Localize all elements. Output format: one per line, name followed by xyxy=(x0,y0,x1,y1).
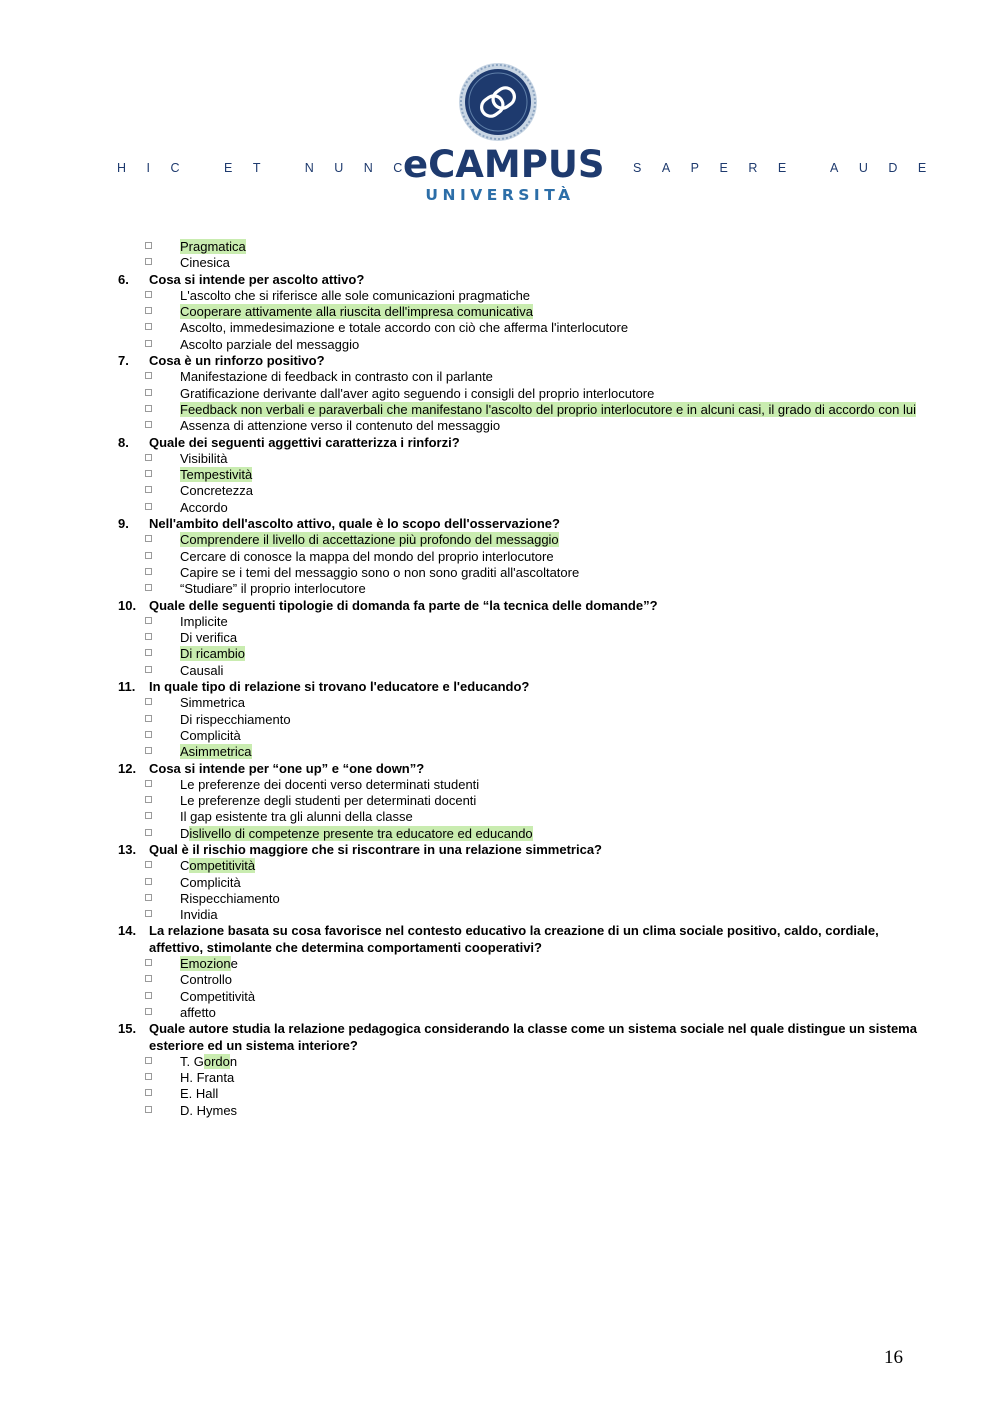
option-text: Manifestazione di feedback in contrasto con il parlante xyxy=(180,369,493,385)
checkbox-bullet-icon xyxy=(145,405,152,412)
option-text: Visibilità xyxy=(180,450,228,466)
motto-left: HIC ET NUNC xyxy=(117,161,423,175)
checkbox-bullet-icon xyxy=(145,959,152,966)
question-heading xyxy=(118,761,918,777)
question-text: Nell'ambito dell'ascolto attivo, quale è lo scopo dell'osservazione? xyxy=(149,516,560,532)
question-number: 13. xyxy=(118,841,137,857)
question-number: 9. xyxy=(118,516,129,532)
answer-option xyxy=(118,1005,918,1021)
answer-option xyxy=(118,386,918,402)
answer-option xyxy=(118,956,918,972)
option-text: D xyxy=(180,825,190,841)
checkbox-bullet-icon xyxy=(145,503,152,510)
answer-option xyxy=(118,483,918,499)
question-number: 7. xyxy=(118,353,129,369)
highlighted-answer-text: Tempestività xyxy=(180,467,253,483)
highlighted-answer-text: Comprendere il livello di accettazione più profondo del messaggio xyxy=(180,532,559,548)
highlighted-answer-text: ompetitività xyxy=(189,858,256,874)
answer-option xyxy=(118,451,918,467)
question-heading xyxy=(118,923,918,956)
answer-option xyxy=(118,320,918,336)
option-text: D. Hymes xyxy=(180,1102,238,1118)
quiz-content xyxy=(118,239,918,1119)
answer-option xyxy=(118,858,918,874)
option-text: Competitività xyxy=(180,988,256,1004)
answer-option xyxy=(118,304,918,320)
checkbox-bullet-icon xyxy=(145,470,152,477)
checkbox-bullet-icon xyxy=(145,617,152,624)
checkbox-bullet-icon xyxy=(145,878,152,885)
option-text: e xyxy=(230,956,238,972)
checkbox-bullet-icon xyxy=(145,291,152,298)
answer-option xyxy=(118,549,918,565)
answer-option xyxy=(118,288,918,304)
checkbox-bullet-icon xyxy=(145,307,152,314)
option-text: Simmetrica xyxy=(180,695,246,711)
checkbox-bullet-icon xyxy=(145,323,152,330)
checkbox-bullet-icon xyxy=(145,340,152,347)
checkbox-bullet-icon xyxy=(145,747,152,754)
page-header xyxy=(0,0,1000,220)
answer-option xyxy=(118,337,918,353)
option-text: Controllo xyxy=(180,972,233,988)
answer-option xyxy=(118,402,918,418)
option-text: Gratificazione derivante dall'aver agito seguendo i consigli del proprio interlocutore xyxy=(180,385,655,401)
checkbox-bullet-icon xyxy=(145,992,152,999)
checkbox-bullet-icon xyxy=(145,796,152,803)
checkbox-bullet-icon xyxy=(145,666,152,673)
question-heading xyxy=(118,598,918,614)
option-text: Le preferenze dei docenti verso determinati studenti xyxy=(180,776,480,792)
question-number: 14. xyxy=(118,923,137,939)
question-text: Quale autore studia la relazione pedagogica considerando la classe come un sistema sociale nel quale distingue un sistema esteriore ed un sistema interiore? xyxy=(149,1021,917,1053)
answer-option xyxy=(118,809,918,825)
checkbox-bullet-icon xyxy=(145,894,152,901)
question-text: Cosa si intende per ascolto attivo? xyxy=(149,271,365,287)
option-text: Implicite xyxy=(180,613,228,629)
option-text: Cercare di conosce la mappa del mondo del proprio interlocutore xyxy=(180,548,554,564)
option-text: Complicità xyxy=(180,727,241,743)
checkbox-bullet-icon xyxy=(145,552,152,559)
question-heading xyxy=(118,353,918,369)
question-heading xyxy=(118,1021,918,1054)
option-text: Complicità xyxy=(180,874,241,890)
answer-option xyxy=(118,565,918,581)
option-text: E. Hall xyxy=(180,1086,219,1102)
option-text: Accordo xyxy=(180,499,228,515)
answer-option xyxy=(118,663,918,679)
checkbox-bullet-icon xyxy=(145,1008,152,1015)
option-text: T. G xyxy=(180,1053,204,1069)
question-text: Cosa è un rinforzo positivo? xyxy=(149,353,325,369)
checkbox-bullet-icon xyxy=(145,242,152,249)
answer-option xyxy=(118,826,918,842)
answer-option xyxy=(118,532,918,548)
answer-option xyxy=(118,989,918,1005)
checkbox-bullet-icon xyxy=(145,486,152,493)
option-text: H. Franta xyxy=(180,1070,235,1086)
answer-option xyxy=(118,1086,918,1102)
answer-option xyxy=(118,500,918,516)
option-text: “Studiare” il proprio interlocutore xyxy=(180,581,366,597)
answer-option xyxy=(118,418,918,434)
question-heading xyxy=(118,272,918,288)
brand-name: eCAMPUS xyxy=(403,143,605,186)
option-text: Il gap esistente tra gli alunni della classe xyxy=(180,809,413,825)
answer-option xyxy=(118,239,918,255)
highlighted-answer-text: Asimmetrica xyxy=(180,744,252,760)
question-number: 12. xyxy=(118,760,137,776)
checkbox-bullet-icon xyxy=(145,812,152,819)
checkbox-bullet-icon xyxy=(145,372,152,379)
answer-option xyxy=(118,712,918,728)
question-text: Quale delle seguenti tipologie di domanda fa parte de “la tecnica delle domande”? xyxy=(149,597,658,613)
question-text: Cosa si intende per “one up” e “one down”? xyxy=(149,760,425,776)
option-text: Capire se i temi del messaggio sono o non sono graditi all'ascoltatore xyxy=(180,564,580,580)
question-number: 8. xyxy=(118,434,129,450)
option-text: Di rispecchiamento xyxy=(180,711,291,727)
checkbox-bullet-icon xyxy=(145,910,152,917)
checkbox-bullet-icon xyxy=(145,421,152,428)
question-text: In quale tipo di relazione si trovano l'educatore e l'educando? xyxy=(149,679,530,695)
highlighted-answer-text: Pragmatica xyxy=(180,239,246,254)
option-text: Di verifica xyxy=(180,630,238,646)
brand-logo xyxy=(403,143,605,205)
answer-option xyxy=(118,1070,918,1086)
answer-option xyxy=(118,369,918,385)
answer-option xyxy=(118,646,918,662)
checkbox-bullet-icon xyxy=(145,454,152,461)
question-number: 6. xyxy=(118,271,129,287)
checkbox-bullet-icon xyxy=(145,258,152,265)
answer-option xyxy=(118,255,918,271)
answer-option xyxy=(118,891,918,907)
question-number: 10. xyxy=(118,597,137,613)
option-text: Invidia xyxy=(180,907,218,923)
answer-option xyxy=(118,614,918,630)
checkbox-bullet-icon xyxy=(145,568,152,575)
question-text: Quale dei seguenti aggettivi caratterizza i rinforzi? xyxy=(149,434,460,450)
checkbox-bullet-icon xyxy=(145,1106,152,1113)
checkbox-bullet-icon xyxy=(145,389,152,396)
option-text: Le preferenze degli studenti per determinati docenti xyxy=(180,793,477,809)
question-heading xyxy=(118,679,918,695)
answer-option xyxy=(118,972,918,988)
option-text: L'ascolto che si riferisce alle sole comunicazioni pragmatiche xyxy=(180,287,531,303)
brand-subtitle: UNIVERSITÀ xyxy=(425,186,575,204)
checkbox-bullet-icon xyxy=(145,861,152,868)
highlighted-answer-text: Cooperare attivamente alla riuscita dell'impresa comunicativa xyxy=(180,304,533,320)
option-text: C xyxy=(180,858,190,874)
answer-option xyxy=(118,777,918,793)
option-text: Cinesica xyxy=(180,255,230,271)
answer-option xyxy=(118,728,918,744)
checkbox-bullet-icon xyxy=(145,731,152,738)
checkbox-bullet-icon xyxy=(145,633,152,640)
checkbox-bullet-icon xyxy=(145,1089,152,1096)
answer-option xyxy=(118,793,918,809)
checkbox-bullet-icon xyxy=(145,1057,152,1064)
question-number: 15. xyxy=(118,1021,137,1037)
page-number: 16 xyxy=(884,1347,903,1368)
answer-option xyxy=(118,907,918,923)
checkbox-bullet-icon xyxy=(145,698,152,705)
checkbox-bullet-icon xyxy=(145,535,152,542)
answer-option xyxy=(118,581,918,597)
highlighted-answer-text: ordo xyxy=(203,1053,230,1069)
checkbox-bullet-icon xyxy=(145,975,152,982)
question-text: Qual è il rischio maggiore che si riscontrare in una relazione simmetrica? xyxy=(149,841,602,857)
question-number: 11. xyxy=(118,679,136,695)
question-heading xyxy=(118,516,918,532)
university-seal-logo xyxy=(458,62,538,142)
checkbox-bullet-icon xyxy=(145,780,152,787)
option-text: Ascolto parziale del messaggio xyxy=(180,336,360,352)
option-text: Concretezza xyxy=(180,483,253,499)
option-text: Assenza di attenzione verso il contenuto del messaggio xyxy=(180,418,501,434)
checkbox-bullet-icon xyxy=(145,829,152,836)
answer-option xyxy=(118,467,918,483)
question-text: La relazione basata su cosa favorisce nel contesto educativo la creazione di un clima sociale positivo, caldo, cordiale, affettivo, stimolante che determina comportamenti cooperativi? xyxy=(149,923,879,955)
answer-option xyxy=(118,630,918,646)
question-heading xyxy=(118,435,918,451)
option-text: n xyxy=(229,1053,238,1069)
answer-option xyxy=(118,744,918,760)
checkbox-bullet-icon xyxy=(145,584,152,591)
answer-option xyxy=(118,695,918,711)
highlighted-answer-text: Emozion xyxy=(180,956,231,972)
highlighted-answer-text: Di ricambio xyxy=(180,646,246,662)
checkbox-bullet-icon xyxy=(145,715,152,722)
option-text: affetto xyxy=(180,1004,216,1020)
answer-option xyxy=(118,1103,918,1119)
question-heading xyxy=(118,842,918,858)
answer-option xyxy=(118,1054,918,1070)
option-text: Ascolto, immedesimazione e totale accordo con ciò che afferma l'interlocutore xyxy=(180,320,629,336)
highlighted-answer-text: Feedback non verbali e paraverbali che manifestano l'ascolto del proprio interlocutore e in alcuni casi, il grado di accordo con lui xyxy=(180,401,916,417)
answer-option xyxy=(118,875,918,891)
motto-right: SAPERE AUDE xyxy=(633,161,947,175)
option-text: Rispecchiamento xyxy=(180,890,280,906)
checkbox-bullet-icon xyxy=(145,649,152,656)
option-text: Causali xyxy=(180,662,224,678)
highlighted-answer-text: islivello di competenze presente tra educatore ed educando xyxy=(189,825,533,841)
checkbox-bullet-icon xyxy=(145,1073,152,1080)
